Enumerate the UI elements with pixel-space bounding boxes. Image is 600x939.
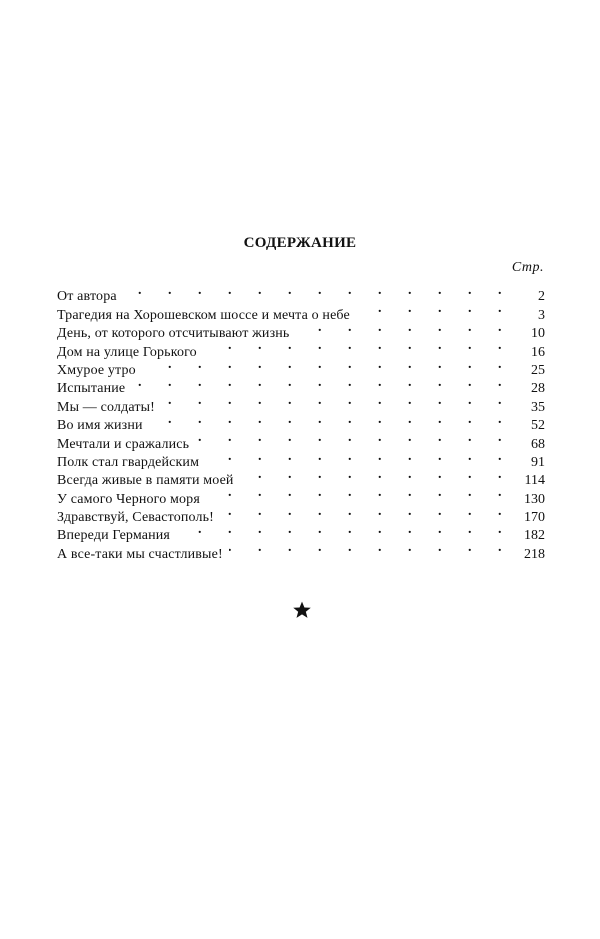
toc-entry <box>57 411 545 434</box>
toc-entry-title: Во имя жизни <box>57 418 143 434</box>
toc-entry-page: 114 <box>524 473 545 489</box>
toc-entry-page: 25 <box>531 362 545 378</box>
toc-entry-title: Мечтали и сражались <box>57 436 190 452</box>
toc-entry-page: 2 <box>538 289 545 305</box>
toc-entry-page: 35 <box>531 399 545 415</box>
dot-leader <box>229 539 513 557</box>
toc-entry-title: Трагедия на Хорошевском шоссе и мечта о небе <box>57 307 350 323</box>
toc-entry <box>57 282 545 305</box>
toc-entry-page: 170 <box>524 510 545 526</box>
toc-entry-title: Хмурое утро <box>57 362 136 378</box>
dot-leader <box>161 392 513 410</box>
toc-entry-title: От автора <box>57 289 117 305</box>
toc-entry-title: Мы — солдаты! <box>57 399 155 415</box>
toc-entry <box>57 300 545 323</box>
toc-entry-page: 10 <box>531 326 545 342</box>
dot-leader <box>205 448 513 466</box>
toc-entry <box>57 521 545 544</box>
toc-entry <box>57 337 545 360</box>
star-icon <box>292 600 312 620</box>
toc-entry <box>57 392 545 415</box>
toc-entry-title: Испытание <box>57 381 126 397</box>
toc-entry-title: День, от которого отсчитывают жизнь <box>57 326 290 342</box>
toc-entry-page: 130 <box>524 491 545 507</box>
dot-leader <box>356 300 513 318</box>
toc-entry-title: Дом на улице Горького <box>57 344 197 360</box>
page-column-label: Стр. <box>511 260 544 275</box>
toc-entry-page: 3 <box>538 307 545 323</box>
toc-entry <box>57 448 545 470</box>
toc-entry-title: Здравствуй, Севастополь! <box>57 510 214 526</box>
dot-leader <box>220 503 513 521</box>
dot-leader <box>176 521 513 539</box>
dot-leader <box>206 484 513 502</box>
toc-entry-page: 218 <box>524 546 545 562</box>
dot-leader <box>295 319 513 337</box>
dot-leader <box>131 374 513 392</box>
toc-entry-page: 68 <box>531 436 545 452</box>
toc-entry-title: У самого Черного моря <box>57 491 200 507</box>
toc-entry-page: 28 <box>531 381 545 397</box>
toc-entry-title: Полк стал гвардейским <box>57 454 200 470</box>
toc-entry-page: 91 <box>531 454 545 470</box>
toc-entry-page: 52 <box>531 418 545 434</box>
toc-entry <box>57 466 545 489</box>
toc-entry <box>57 319 545 342</box>
page-title: СОДЕРЖАНИЕ <box>243 235 357 251</box>
dot-leader <box>142 356 513 374</box>
toc-entry <box>57 503 545 526</box>
toc-entry-page: 16 <box>531 344 545 360</box>
toc-entry-page: 182 <box>524 528 545 544</box>
dot-leader <box>203 337 513 355</box>
toc-entry <box>57 429 545 452</box>
toc-entry <box>57 356 545 378</box>
dot-leader <box>123 282 513 300</box>
toc-entry <box>57 374 545 397</box>
dot-leader <box>149 411 513 429</box>
dot-leader <box>195 429 513 447</box>
toc-entry <box>57 484 545 507</box>
toc-entry-title: Впереди Германия <box>57 528 171 544</box>
dot-leader <box>240 466 513 484</box>
toc-entry-title: Всегда живые в памяти моей <box>57 473 234 489</box>
toc-entry <box>57 539 545 562</box>
toc-entry-title: А все-таки мы счастливые! <box>57 546 223 562</box>
table-of-contents <box>57 282 545 562</box>
